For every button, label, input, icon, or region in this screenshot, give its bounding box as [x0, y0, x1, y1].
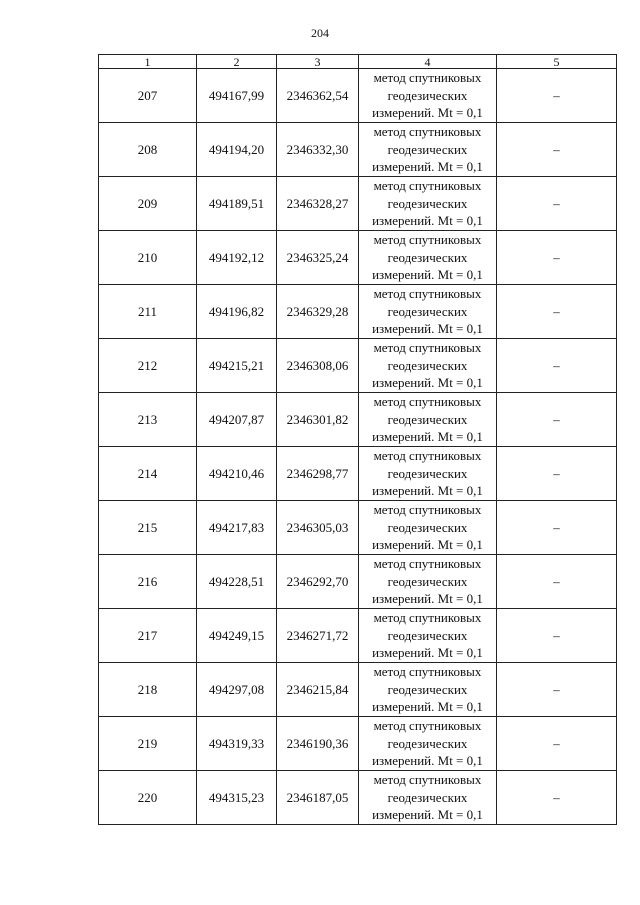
method-line: измерений. Mt = 0,1 — [372, 267, 483, 283]
method-line: метод спутниковых — [373, 232, 482, 248]
page-number: 204 — [311, 26, 329, 40]
point-number-cell: 215 — [99, 501, 197, 555]
x-coordinate-cell: 494315,23 — [197, 771, 277, 825]
method-line: измерений. Mt = 0,1 — [372, 537, 483, 553]
method-line: метод спутниковых — [373, 556, 482, 572]
method-cell — [359, 231, 497, 285]
method-line: метод спутниковых — [373, 340, 482, 356]
x-coordinate-cell: 494196,82 — [197, 285, 277, 339]
column-header: 2 — [197, 55, 277, 69]
method-cell — [359, 177, 497, 231]
y-coordinate-cell: 2346332,30 — [277, 123, 359, 177]
table-row — [99, 339, 617, 393]
y-coordinate-cell: 2346325,24 — [277, 231, 359, 285]
x-coordinate-cell: 494189,51 — [197, 177, 277, 231]
method-line: метод спутниковых — [373, 664, 482, 680]
table-row — [99, 393, 617, 447]
method-cell — [359, 663, 497, 717]
table-header-row — [99, 55, 617, 69]
note-cell: – — [497, 501, 617, 555]
method-line: измерений. Mt = 0,1 — [372, 807, 483, 823]
method-cell — [359, 555, 497, 609]
table-row — [99, 69, 617, 123]
column-header: 3 — [277, 55, 359, 69]
method-line: метод спутниковых — [373, 718, 482, 734]
coordinates-table — [98, 54, 617, 825]
note-cell: – — [497, 771, 617, 825]
method-line: геодезических — [387, 249, 468, 265]
point-number-cell: 217 — [99, 609, 197, 663]
note-cell: – — [497, 231, 617, 285]
note-cell: – — [497, 609, 617, 663]
method-line: метод спутниковых — [373, 448, 482, 464]
note-cell: – — [497, 123, 617, 177]
point-number-cell: 212 — [99, 339, 197, 393]
method-line: геодезических — [387, 411, 468, 427]
x-coordinate-cell: 494228,51 — [197, 555, 277, 609]
table-row — [99, 717, 617, 771]
method-cell — [359, 717, 497, 771]
method-cell — [359, 771, 497, 825]
method-line: измерений. Mt = 0,1 — [372, 429, 483, 445]
note-cell: – — [497, 69, 617, 123]
x-coordinate-cell: 494217,83 — [197, 501, 277, 555]
method-line: метод спутниковых — [373, 286, 482, 302]
x-coordinate-cell: 494167,99 — [197, 69, 277, 123]
method-line: измерений. Mt = 0,1 — [372, 213, 483, 229]
y-coordinate-cell: 2346215,84 — [277, 663, 359, 717]
note-cell: – — [497, 177, 617, 231]
method-line: измерений. Mt = 0,1 — [372, 483, 483, 499]
method-line: геодезических — [387, 627, 468, 643]
point-number-cell: 210 — [99, 231, 197, 285]
point-number-cell: 211 — [99, 285, 197, 339]
table-row — [99, 177, 617, 231]
x-coordinate-cell: 494215,21 — [197, 339, 277, 393]
method-line: метод спутниковых — [373, 70, 482, 86]
method-line: измерений. Mt = 0,1 — [372, 645, 483, 661]
point-number-cell: 207 — [99, 69, 197, 123]
table-row — [99, 501, 617, 555]
method-line: метод спутниковых — [373, 610, 482, 626]
column-header: 5 — [497, 55, 617, 69]
x-coordinate-cell: 494192,12 — [197, 231, 277, 285]
method-cell — [359, 393, 497, 447]
point-number-cell: 219 — [99, 717, 197, 771]
method-line: измерений. Mt = 0,1 — [372, 591, 483, 607]
y-coordinate-cell: 2346187,05 — [277, 771, 359, 825]
y-coordinate-cell: 2346329,28 — [277, 285, 359, 339]
note-cell: – — [497, 339, 617, 393]
method-line: измерений. Mt = 0,1 — [372, 321, 483, 337]
y-coordinate-cell: 2346271,72 — [277, 609, 359, 663]
method-cell — [359, 69, 497, 123]
x-coordinate-cell: 494207,87 — [197, 393, 277, 447]
note-cell: – — [497, 447, 617, 501]
note-cell: – — [497, 555, 617, 609]
point-number-cell: 214 — [99, 447, 197, 501]
method-line: геодезических — [387, 465, 468, 481]
method-line: геодезических — [387, 519, 468, 535]
column-header: 4 — [359, 55, 497, 69]
y-coordinate-cell: 2346298,77 — [277, 447, 359, 501]
note-cell: – — [497, 717, 617, 771]
x-coordinate-cell: 494194,20 — [197, 123, 277, 177]
x-coordinate-cell: 494249,15 — [197, 609, 277, 663]
method-line: геодезических — [387, 87, 468, 103]
method-line: геодезических — [387, 303, 468, 319]
note-cell: – — [497, 393, 617, 447]
method-line: метод спутниковых — [373, 124, 482, 140]
table-row — [99, 123, 617, 177]
table-row — [99, 663, 617, 717]
x-coordinate-cell: 494210,46 — [197, 447, 277, 501]
y-coordinate-cell: 2346301,82 — [277, 393, 359, 447]
method-line: метод спутниковых — [373, 394, 482, 410]
method-line: измерений. Mt = 0,1 — [372, 699, 483, 715]
method-line: геодезических — [387, 789, 468, 805]
method-line: метод спутниковых — [373, 502, 482, 518]
note-cell: – — [497, 285, 617, 339]
point-number-cell: 209 — [99, 177, 197, 231]
method-cell — [359, 339, 497, 393]
method-cell — [359, 123, 497, 177]
method-line: геодезических — [387, 141, 468, 157]
method-line: метод спутниковых — [373, 772, 482, 788]
table-row — [99, 285, 617, 339]
note-cell: – — [497, 663, 617, 717]
method-line: измерений. Mt = 0,1 — [372, 159, 483, 175]
table-row — [99, 231, 617, 285]
point-number-cell: 220 — [99, 771, 197, 825]
y-coordinate-cell: 2346190,36 — [277, 717, 359, 771]
x-coordinate-cell: 494319,33 — [197, 717, 277, 771]
y-coordinate-cell: 2346305,03 — [277, 501, 359, 555]
method-cell — [359, 285, 497, 339]
point-number-cell: 208 — [99, 123, 197, 177]
method-line: измерений. Mt = 0,1 — [372, 105, 483, 121]
point-number-cell: 213 — [99, 393, 197, 447]
table-row — [99, 555, 617, 609]
method-line: геодезических — [387, 735, 468, 751]
method-line: метод спутниковых — [373, 178, 482, 194]
method-cell — [359, 447, 497, 501]
method-line: измерений. Mt = 0,1 — [372, 375, 483, 391]
y-coordinate-cell: 2346362,54 — [277, 69, 359, 123]
x-coordinate-cell: 494297,08 — [197, 663, 277, 717]
column-header: 1 — [99, 55, 197, 69]
method-cell — [359, 609, 497, 663]
table-row — [99, 447, 617, 501]
y-coordinate-cell: 2346308,06 — [277, 339, 359, 393]
table-row — [99, 771, 617, 825]
method-line: измерений. Mt = 0,1 — [372, 753, 483, 769]
point-number-cell: 216 — [99, 555, 197, 609]
method-line: геодезических — [387, 573, 468, 589]
method-line: геодезических — [387, 195, 468, 211]
point-number-cell: 218 — [99, 663, 197, 717]
table-row — [99, 609, 617, 663]
method-line: геодезических — [387, 681, 468, 697]
method-cell — [359, 501, 497, 555]
y-coordinate-cell: 2346292,70 — [277, 555, 359, 609]
method-line: геодезических — [387, 357, 468, 373]
y-coordinate-cell: 2346328,27 — [277, 177, 359, 231]
